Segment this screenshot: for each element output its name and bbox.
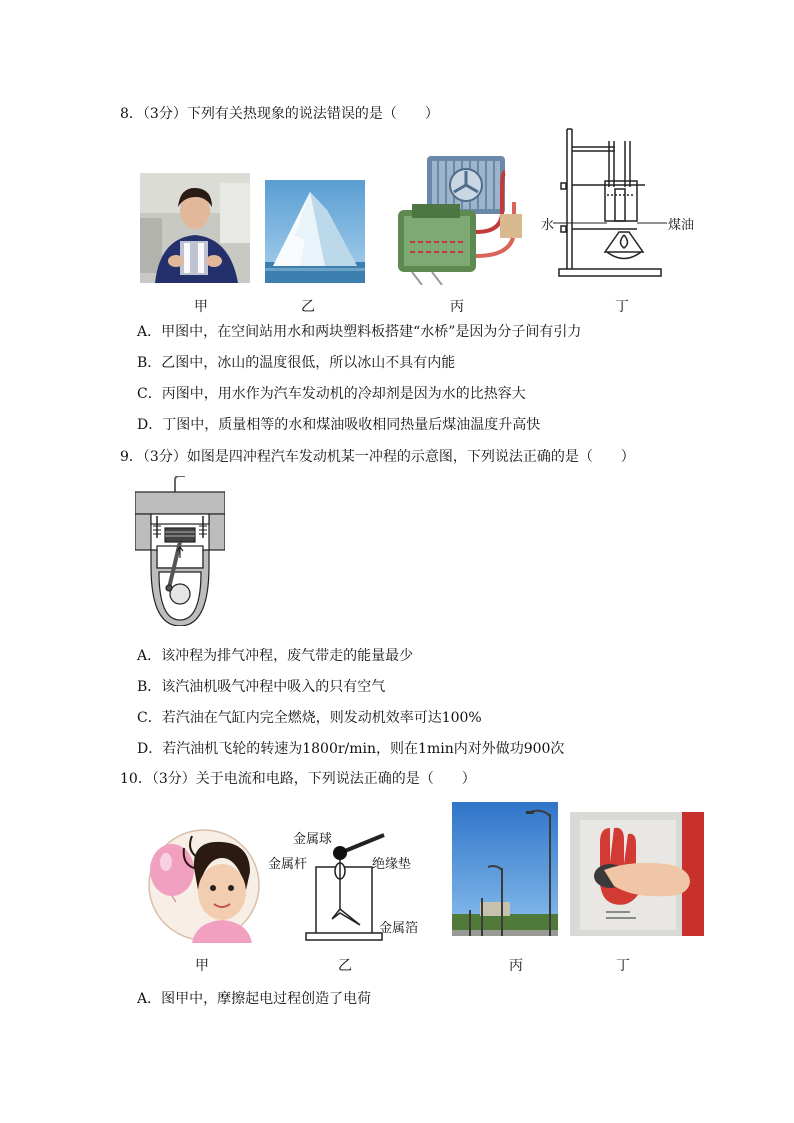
question-9-option-c[interactable]: C．若汽油在气缸内完全燃烧，则发动机效率可达100%: [137, 710, 482, 726]
label-metal-rod: 金属杆: [268, 857, 308, 872]
question-9-option-a[interactable]: A．该冲程为排气冲程，废气带走的能量最少: [137, 648, 414, 664]
label-metal-ball: 金属球: [293, 832, 333, 847]
caption-jia: 甲: [194, 299, 208, 315]
iceberg-photo: [265, 180, 365, 283]
label-kerosene: 煤油: [668, 218, 695, 233]
question-9-option-b[interactable]: B．该汽油机吸气冲程中吸入的只有空气: [137, 679, 386, 695]
safety-button-photo: [570, 812, 704, 936]
four-stroke-engine-diagram: [135, 476, 225, 626]
question-8-title: 8．（3分）下列有关热现象的说法错误的是（ ）: [120, 106, 439, 122]
caption-ding-2: 丁: [616, 958, 630, 974]
caption-yi: 乙: [301, 299, 315, 315]
caption-yi-2: 乙: [338, 958, 352, 974]
question-10-option-a[interactable]: A．图甲中，摩擦起电过程创造了电荷: [137, 991, 372, 1007]
engine-cooling-diagram: [392, 152, 527, 285]
question-9-title: 9．（3分）如图是四冲程汽车发动机某一冲程的示意图，下列说法正确的是（ ）: [120, 449, 635, 465]
question-8-option-a[interactable]: A．甲图中，在空间站用水和两块塑料板搭建“水桥”是因为分子间有引力: [137, 324, 582, 340]
water-kerosene-heating-apparatus: [545, 127, 705, 279]
girl-balloon-static-photo: [142, 828, 262, 943]
astronaut-water-bridge-photo: [140, 173, 250, 283]
caption-bing: 丙: [450, 299, 464, 315]
question-10-title: 10．（3分）关于电流和电路，下列说法正确的是（ ）: [120, 771, 476, 787]
question-8-option-d[interactable]: D．丁图中，质量相等的水和煤油吸收相同热量后煤油温度升高快: [137, 417, 541, 433]
question-8-option-b[interactable]: B．乙图中，冰山的温度很低，所以冰山不具有内能: [137, 355, 456, 371]
label-metal-foil: 金属箔: [379, 921, 419, 936]
caption-bing-2: 丙: [509, 958, 523, 974]
question-8-option-c[interactable]: C．丙图中，用水作为汽车发动机的冷却剂是因为水的比热容大: [137, 386, 526, 402]
label-water: 水: [541, 218, 555, 233]
caption-jia-2: 甲: [195, 958, 209, 974]
question-9-option-d[interactable]: D．若汽油机飞轮的转速为1800r/min，则在1min内对外做功900次: [137, 741, 565, 757]
label-insulating-pad: 绝缘垫: [372, 857, 412, 872]
street-lamps-photo: [452, 802, 558, 936]
electroscope-diagram: [302, 833, 387, 941]
caption-ding: 丁: [615, 299, 629, 315]
